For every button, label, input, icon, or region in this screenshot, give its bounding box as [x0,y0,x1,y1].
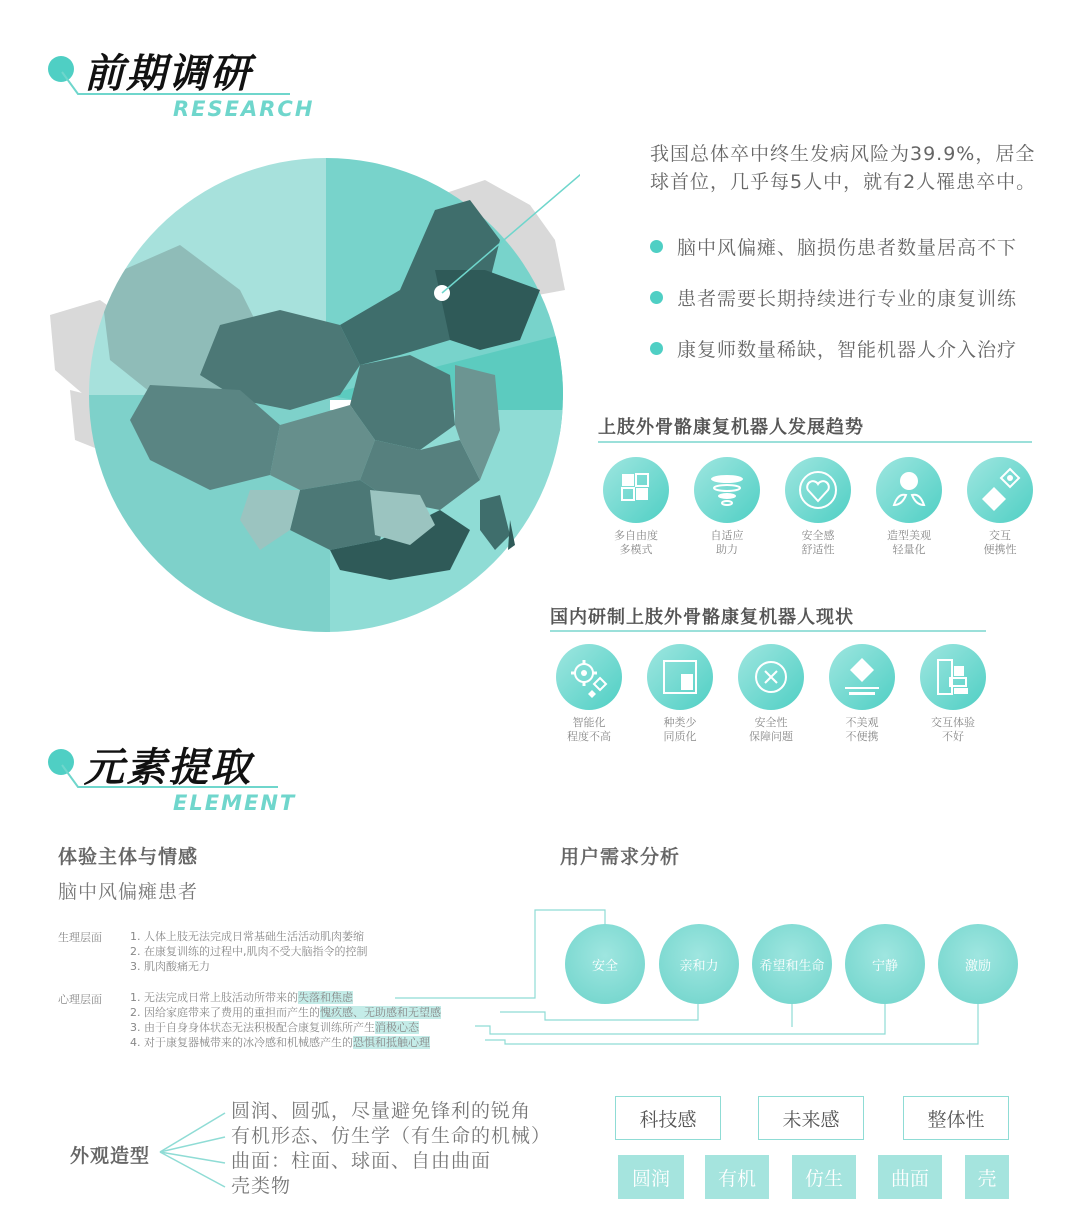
element-title: 元素提取 [84,745,252,791]
need-circle: 宁静 [845,924,925,1004]
list-item: 壳类物 [231,1175,292,1197]
fan-lines [155,1105,230,1195]
highlight-text: 消极心态 [375,1021,419,1034]
status-item: 种类少 同质化 [636,644,724,744]
trend-item: 安全感 舒适性 [774,457,862,557]
status-item: 智能化 程度不高 [545,644,633,744]
list-item: 3. 由于自身身体状态无法积极配合康复训练所产生消极心态 [130,1021,419,1034]
keyword-box: 整体性 [903,1096,1009,1140]
keyword-tag: 曲面 [878,1155,942,1199]
status-title: 国内研制上肢外骨骼康复机器人现状 [550,607,854,628]
list-item: 患者需要长期持续进行专业的康复训练 [650,283,1017,311]
keyword-tag: 有机 [705,1155,769,1199]
form-list [231,1099,551,1199]
keyword-box: 科技感 [615,1096,721,1140]
research-subtitle: RESEARCH [173,97,315,121]
status-item: 交互体验 不好 [909,644,997,744]
list-item: 2. 因给家庭带来了费用的重担而产生的愧疚感、无助感和无望感 [130,1006,441,1019]
list-item: 3. 肌肉酸痛无力 [130,960,210,973]
status-item: 安全性 保障问题 [727,644,815,744]
highlight-text: 恐惧和抵触心理 [353,1036,430,1049]
list-item: 有机形态、仿生学（有生命的机械） [231,1125,552,1147]
list-item: 2. 在康复训练的过程中,肌肉不受大脑指令的控制 [130,945,368,958]
highlight-text: 失落和焦虑 [298,991,353,1004]
list-item: 脑中风偏瘫、脑损伤患者数量居高不下 [650,232,1017,260]
keyword-tag: 壳 [965,1155,1009,1199]
physio-label: 生理层面 [58,931,102,944]
need-circle: 希望和生命 [752,924,832,1004]
keyword-tag: 仿生 [792,1155,856,1199]
list-item: 康复师数量稀缺，智能机器人介入治疗 [650,334,1017,362]
keyword-tag: 圆润 [618,1155,684,1199]
status-item: 不美观 不便携 [818,644,906,744]
experience-title: 体验主体与情感 [58,846,199,868]
trend-title: 上肢外骨骼康复机器人发展趋势 [598,417,864,438]
trend-item: 交互 便携性 [956,457,1044,557]
research-title: 前期调研 [84,51,252,97]
need-circle: 安全 [565,924,645,1004]
need-circle: 亲和力 [659,924,739,1004]
keyword-box: 未来感 [758,1096,864,1140]
research-intro: 我国总体卒中终生发病风险为39.9%，居全球首位，几乎每5人中，就有2人罹患卒中。 [650,143,1037,193]
needs-title: 用户需求分析 [560,846,681,868]
patient-label: 脑中风偏瘫患者 [58,881,199,903]
highlight-text: 愧疚感、无助感和无望感 [320,1006,441,1019]
list-item: 1. 人体上肢无法完成日常基础生活活动肌肉萎缩 [130,930,364,943]
element-subtitle: ELEMENT [173,791,297,815]
psych-label: 心理层面 [58,993,102,1006]
trend-item: 自适应 助力 [683,457,771,557]
need-circle: 激励 [938,924,1018,1004]
list-item: 圆润、圆弧，尽量避免锋利的锐角 [231,1100,532,1122]
list-item: 1. 无法完成日常上肢活动所带来的失落和焦虑 [130,991,353,1004]
trend-item: 造型美观 轻量化 [865,457,953,557]
list-item: 曲面：柱面、球面、自由曲面 [231,1150,492,1172]
form-title: 外观造型 [70,1145,151,1167]
trend-item: 多自由度 多模式 [592,457,680,557]
list-item: 4. 对于康复器械带来的冰冷感和机械感产生的恐惧和抵触心理 [130,1036,430,1049]
